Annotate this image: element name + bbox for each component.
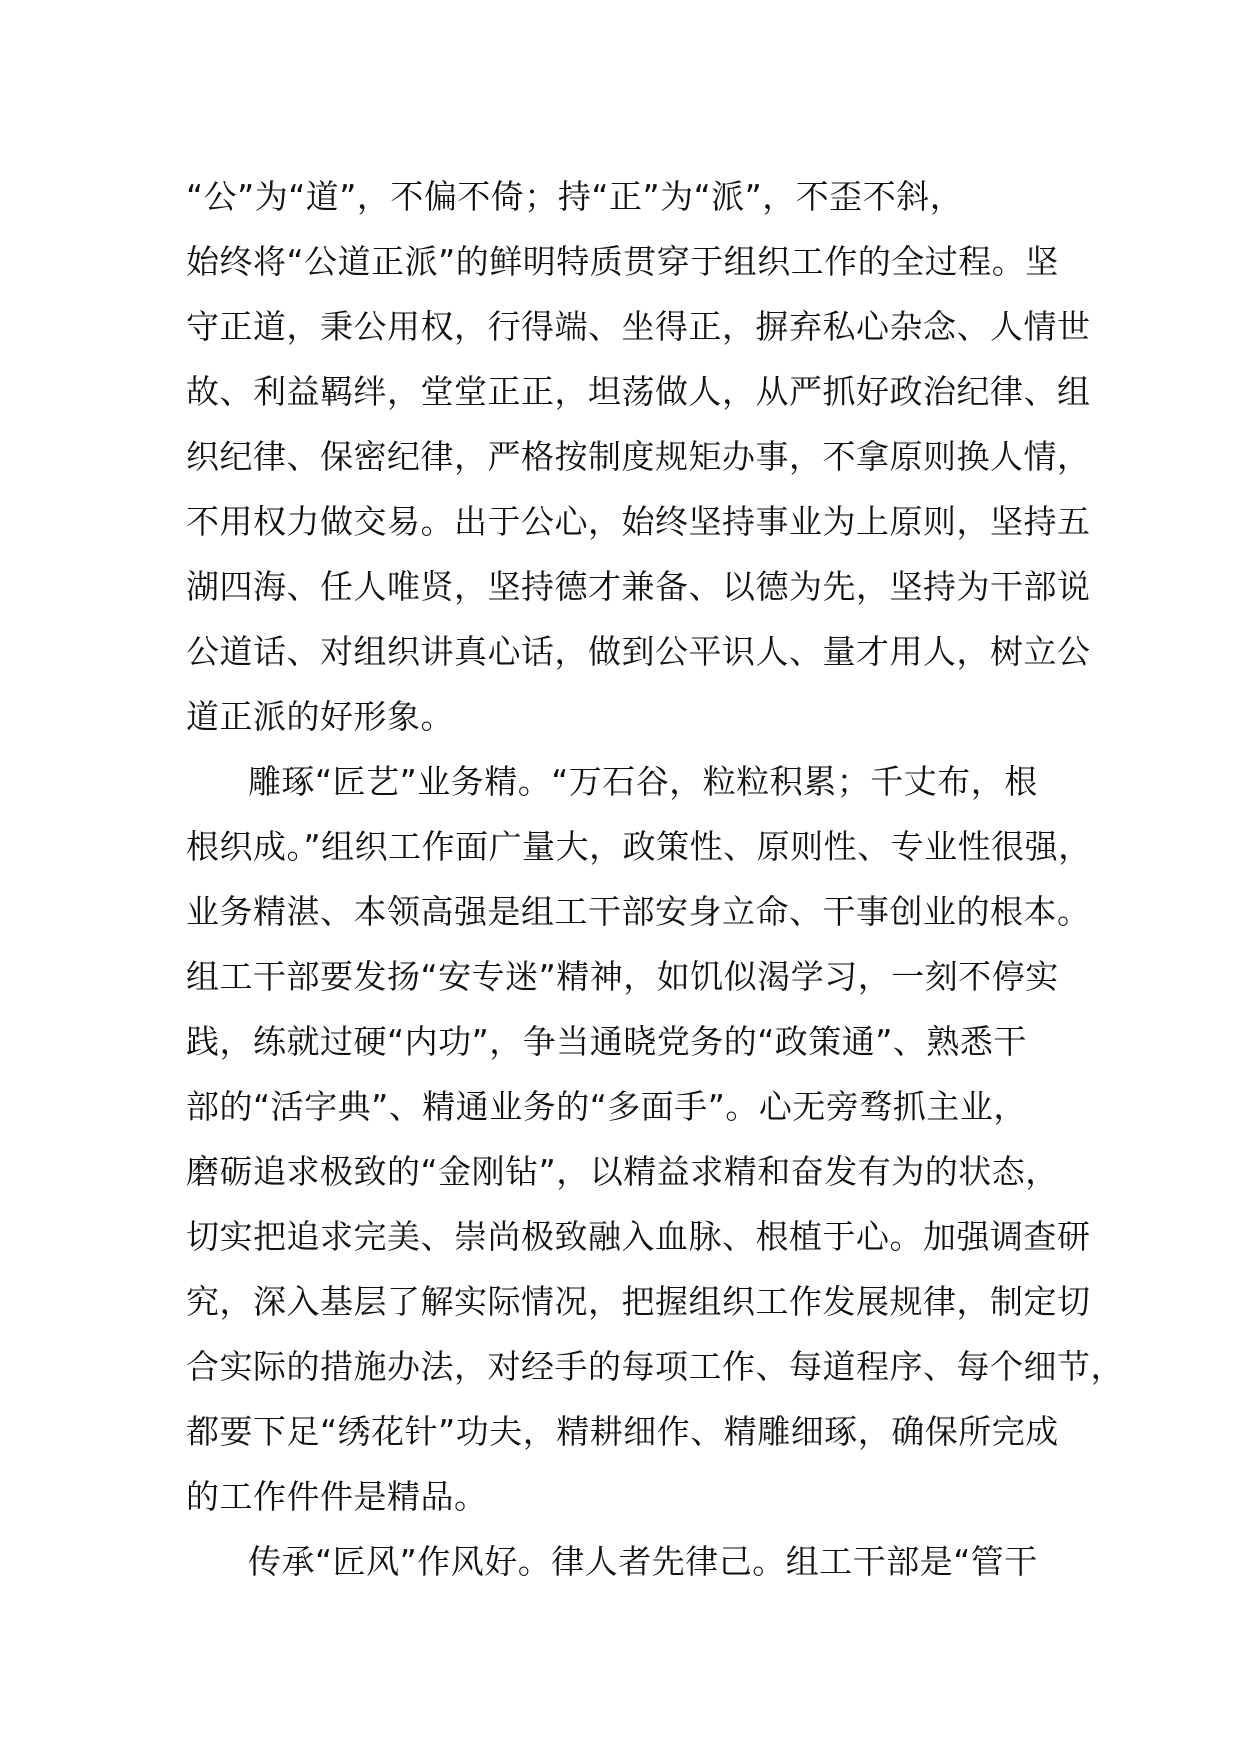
- text-line: 业务精湛、本领高强是组工干部安身立命、干事创业的根本。: [186, 892, 1091, 931]
- text-line: 磨砺追求极致的“金刚钻”，以精益求精和奋发有为的状态，: [186, 1152, 1059, 1191]
- text-line: 湖四海、任人唯贤，坚持德才兼备、以德为先，坚持为干部说: [186, 567, 1091, 606]
- text-line: 始终将“公道正派”的鲜明特质贯穿于组织工作的全过程。坚: [186, 242, 1059, 281]
- text-line: “公”为“道”，不偏不倚；持“正”为“派”，不歪不斜，: [186, 177, 964, 216]
- text-line: 故、利益羁绊，堂堂正正，坦荡做人，从严抓好政治纪律、组: [186, 372, 1091, 411]
- paragraph-first-line: 传承“匠风”作风好。律人者先律己。组工干部是“管干: [248, 1542, 1038, 1581]
- text-line: 织纪律、保密纪律，严格按制度规矩办事，不拿原则换人情，: [186, 437, 1091, 476]
- text-line: 践，练就过硬“内功”，争当通晓党务的“政策通”、熟悉干: [186, 1022, 1027, 1061]
- paragraph-first-line: 雕琢“匠艺”业务精。“万石谷，粒粒积累；千丈布，根: [248, 762, 1038, 801]
- text-line: 不用权力做交易。出于公心，始终坚持事业为上原则，坚持五: [186, 502, 1091, 541]
- text-line: 根织成。”组织工作面广量大，政策性、原则性、专业性很强，: [186, 827, 1092, 866]
- text-line: 究，深入基层了解实际情况，把握组织工作发展规律，制定切: [186, 1282, 1091, 1321]
- text-line: 守正道，秉公用权，行得端、坐得正，摒弃私心杂念、人情世: [186, 307, 1091, 346]
- text-line: 的工作件件是精品。: [186, 1477, 488, 1516]
- text-line: 合实际的措施办法，对经手的每项工作、每道程序、每个细节，: [186, 1347, 1124, 1386]
- text-line: 组工干部要发扬“安专迷”精神，如饥似渴学习，一刻不停实: [186, 957, 1059, 996]
- text-line: 部的“活字典”、精通业务的“多面手”。心无旁骛抓主业，: [186, 1087, 1027, 1126]
- text-line: 道正派的好形象。: [186, 697, 454, 736]
- body-text: [186, 164, 1124, 1594]
- text-line: 切实把追求完美、崇尚极致融入血脉、根植于心。加强调查研: [186, 1217, 1091, 1256]
- text-line: 公道话、对组织讲真心话，做到公平识人、量才用人，树立公: [186, 632, 1091, 671]
- text-line: 都要下足“绣花针”功夫，精耕细作、精雕细琢，确保所完成: [186, 1412, 1059, 1451]
